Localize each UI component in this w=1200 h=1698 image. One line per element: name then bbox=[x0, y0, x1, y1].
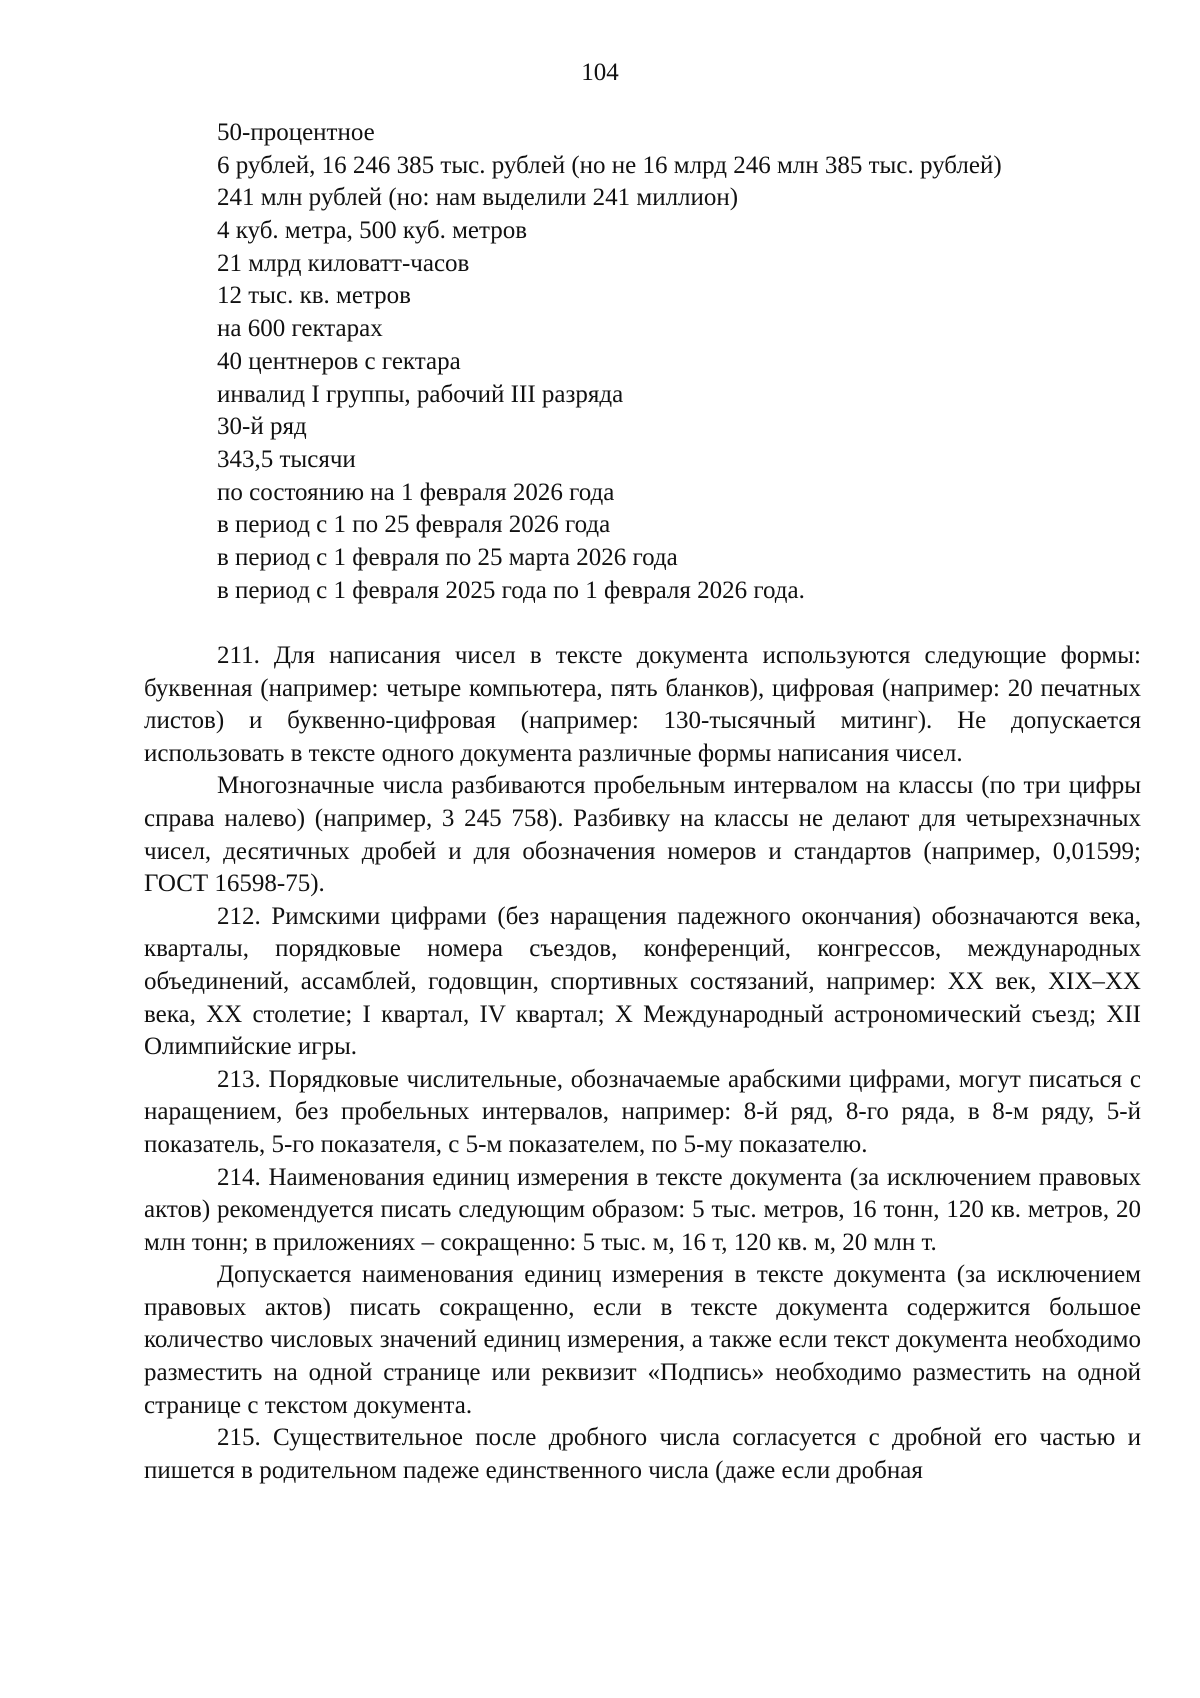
paragraph-212: 212. Римскими цифрами (без наращения падежного окончания) обозначаются века, кварталы, порядковые номера съездов, конференций, конгрессов, международных объединений, ассамблей, годовщин, спортивных состязаний, например: XX век, XIX–XX века, XX столетие; I квартал, IV квартал; X Международный астрономический съезд; XII Олимпийские игры. bbox=[144, 902, 1141, 1061]
example-line: 50-процентное bbox=[217, 119, 375, 146]
example-line: 30-й ряд bbox=[217, 413, 307, 441]
example-line: в период с 1 февраля по 25 марта 2026 года bbox=[217, 543, 678, 571]
example-line: 40 центнеров с гектара bbox=[217, 347, 461, 375]
example-line: 6 рублей, 16 246 385 тыс. рублей (но не 16 млрд 246 млн 385 тыс. рублей) bbox=[217, 151, 1002, 179]
example-line: инвалид I группы, рабочий III разряда bbox=[217, 380, 624, 408]
page-number: 104 bbox=[581, 59, 619, 86]
example-line: 4 куб. метра, 500 куб. метров bbox=[217, 217, 528, 245]
example-line: 241 млн рублей (но: нам выделили 241 миллион) bbox=[217, 184, 739, 212]
paragraph-215: 215. Существительное после дробного числа согласуется с дробной его частью и пишется в родительном падеже единственного числа (даже если дробная bbox=[144, 1424, 1141, 1484]
paragraph-214: 214. Наименования единиц измерения в тексте документа (за исключением правовых актов) рекомендуется писать следующим образом: 5 тыс. метров, 16 тонн, 120 кв. метров, 20 млн тонн; в приложениях – сокращенно: 5 тыс. м, 16 т, 120 кв. м, 20 млн т. bbox=[144, 1163, 1141, 1256]
example-line: по состоянию на 1 февраля 2026 года bbox=[217, 478, 615, 506]
paragraph-213: 213. Порядковые числительные, обозначаемые арабскими цифрами, могут писаться с наращением, без пробельных интервалов, например: 8-й ряд, 8-го ряда, в 8-м ряду, 5-й показатель, 5-го показателя, с 5-м показателем, по 5-му показателю. bbox=[144, 1065, 1141, 1158]
example-line: в период с 1 по 25 февраля 2026 года bbox=[217, 511, 611, 539]
paragraph-abbreviated-units: Допускается наименования единиц измерения в тексте документа (за исключением правовых актов) писать сокращенно, если в тексте документа содержится большое количество числовых значений единиц измерения, а также если текст документа необходимо разместить на одной странице или реквизит «Подпись» необходимо разместить на одной странице с текстом документа. bbox=[144, 1261, 1141, 1419]
example-line: 12 тыс. кв. метров bbox=[217, 282, 411, 310]
document-body bbox=[144, 640, 1141, 1487]
example-line: 343,5 тысячи bbox=[217, 445, 356, 473]
example-line: 21 млрд киловатт-часов bbox=[217, 249, 470, 277]
paragraph-211: 211. Для написания чисел в тексте документа используются следующие формы: буквенная (например: четыре компьютера, пять бланков), цифровая (например: 20 печатных листов) и буквенно-цифровая (например: 130-тысячный митинг). Не допускается использовать в тексте одного документа различные формы написания чисел. bbox=[144, 642, 1141, 767]
examples-list bbox=[217, 117, 1137, 607]
example-line: на 600 гектарах bbox=[217, 315, 383, 343]
example-line: в период с 1 февраля 2025 года по 1 февраля 2026 года. bbox=[217, 576, 805, 604]
paragraph-multidigit-numbers: Многозначные числа разбиваются пробельным интервалом на классы (по три цифры справа налево) (например, 3 245 758). Разбивку на классы не делают для четырехзначных чисел, десятичных дробей и для обозначения номеров и стандартов (например, 0,01599; ГОСТ 16598-75). bbox=[144, 772, 1141, 898]
